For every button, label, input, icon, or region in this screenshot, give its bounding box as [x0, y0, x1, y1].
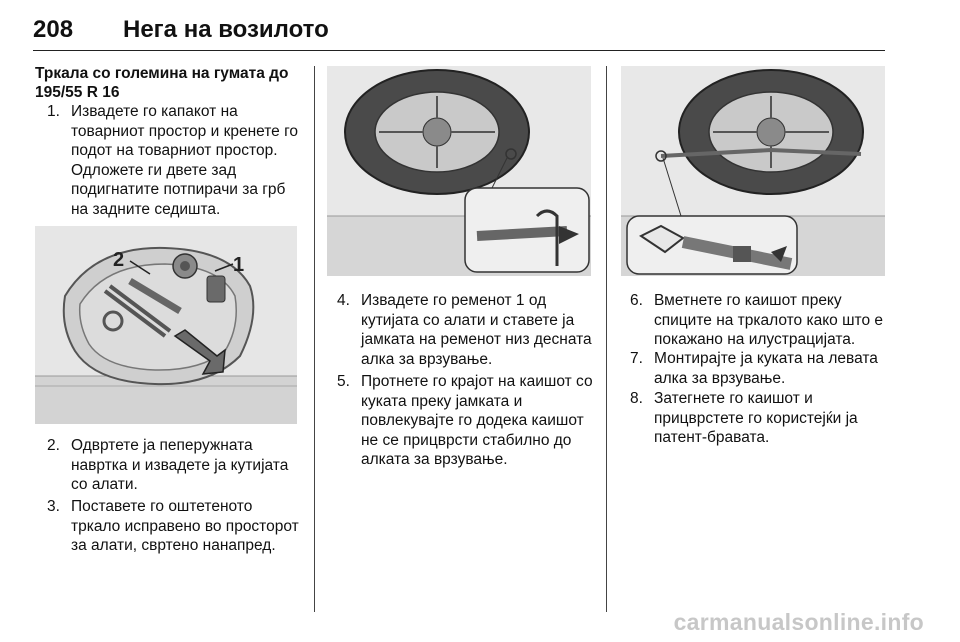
- column-divider: [314, 66, 315, 612]
- step-text: Поставете го оштетеното тркало исправено во просторот за алати, свртено нанапред.: [71, 498, 299, 554]
- watermark: carmanualsonline.info: [673, 609, 924, 635]
- section-title: Нега на возилото: [123, 16, 329, 43]
- page-header: [33, 10, 885, 51]
- step-text: Вметнете го каишот преку спиците на тркалото како што е покажано на илустрацијата.: [654, 292, 884, 348]
- callout-label: 2: [113, 249, 125, 271]
- figure-tool-compartment: [35, 226, 297, 424]
- tool-compartment-illustration: [35, 226, 297, 424]
- step-text: Извадете го капакот на товарниот простор и кренете го подот на товарниот простор. Одложете ги двете зад подигнатите потпирачи за грб на задните седишта.: [71, 103, 299, 218]
- step-number: 3.: [47, 498, 60, 515]
- step-text: Одвртете ја пеперужната навртка и извадете ја кутијата со алати.: [71, 437, 289, 493]
- figure-strap-loop: [327, 66, 591, 276]
- step-number: 5.: [337, 373, 350, 390]
- section-heading: Тркала со големина на гумата до 195/55 R 16: [35, 65, 289, 101]
- step-number: 6.: [630, 292, 643, 309]
- step-number: 7.: [630, 350, 643, 367]
- step-text: Монтирајте ја куката на левата алка за врзување.: [654, 350, 878, 387]
- step-number: 2.: [47, 437, 60, 454]
- page-number: 208: [33, 16, 74, 43]
- step-text: Протнете го крајот на каишот со куката преку јамката и повлекувајте го додека каишот не се прицврсти стабилно до алката за врзување.: [361, 373, 593, 468]
- step-number: 8.: [630, 390, 643, 407]
- step-text: Извадете го ременот 1 од кутијата со алати и ставете ја јамката на ременот низ десната алка за врзување.: [361, 292, 592, 368]
- column-divider: [606, 66, 607, 612]
- figure-strap-tension: [621, 66, 885, 276]
- step-number: 1.: [47, 103, 60, 120]
- step-text: Затегнете го каишот и прицврстете го користејќи ја патент-бравата.: [654, 390, 858, 446]
- callout-label: 1: [233, 254, 245, 276]
- strap-tension-illustration: [621, 66, 885, 276]
- strap-loop-illustration: [327, 66, 591, 276]
- step-number: 4.: [337, 292, 350, 309]
